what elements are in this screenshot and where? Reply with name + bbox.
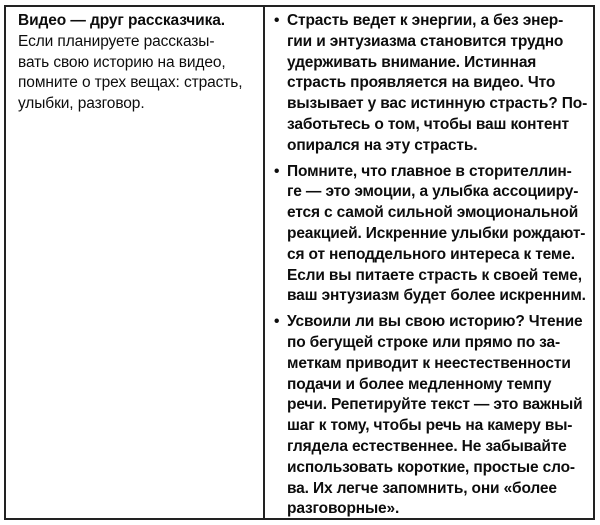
text-line: гии и энтузиазма становится трудно [287,32,564,50]
bullet-item-conversation [274,312,587,520]
text-line: ге — это эмоции, а улыбка ассоцииру- [287,183,579,201]
left-cell [6,7,265,518]
table-frame [4,5,595,520]
right-cell [265,7,600,518]
text-line: по бегущей строке или прямо по за- [287,333,561,351]
text-line: страсть проявляется на видео. Что [287,74,556,92]
text-line: вать свою историю на видео, [18,53,226,71]
bullet-item-passion [274,11,587,157]
text-line: реакцией. Искренние улыбки рождают- [287,224,586,242]
text-line: заботьтесь о том, чтобы ваш контент [287,115,569,133]
bullet-icon: • [274,12,280,29]
text-line: Страсть ведет к энергии, а без энер- [287,12,564,29]
text-line: удерживать внимание. Истинная [287,53,537,71]
bullet-text-conversation [287,312,587,520]
bullet-item-smiles [274,162,587,308]
text-line: опирался на эту страсть. [287,136,478,154]
text-line: глядела естественнее. Не забывайте [287,437,567,455]
bullet-text-passion [287,11,587,157]
text-line: ва. Их легче запомнить, они «более [287,479,557,497]
text-line: ся от неподдельного интереса к теме. [287,245,575,263]
text-line: подачи и более медленному темпу [287,375,552,393]
text-line: помните о трех вещах: страсть, [18,74,243,92]
text-line: разговорные». [287,500,400,518]
text-line: Помните, что главное в сторителлин- [287,162,572,180]
text-line: Усвоили ли вы свою историю? Чтение [287,313,583,331]
text-line: шаг к тому, чтобы речь на камеру вы- [287,417,573,435]
text-line: речи. Репетируйте текст — это важный [287,396,583,414]
text-line: ется с самой сильной эмоциональной [287,204,579,222]
bullet-icon: • [274,313,280,331]
text-line: меткам приводит к неестественности [287,354,571,372]
bullet-text-smiles [287,162,587,308]
text-line: вызывает у вас истинную страсть? По- [287,95,588,113]
left-cell-paragraph [18,32,255,115]
text-line: Если вы питаете страсть к своей теме, [287,266,582,284]
text-line: использовать короткие, простые сло- [287,458,575,476]
text-line: ваш энтузиазм будет более искренним. [287,287,586,305]
bullet-icon: • [274,162,280,180]
text-line: Если планируете рассказы- [18,32,215,50]
left-cell-heading: Видео — друг рассказчика. [18,12,225,29]
text-line: улыбки, разговор. [18,95,145,113]
